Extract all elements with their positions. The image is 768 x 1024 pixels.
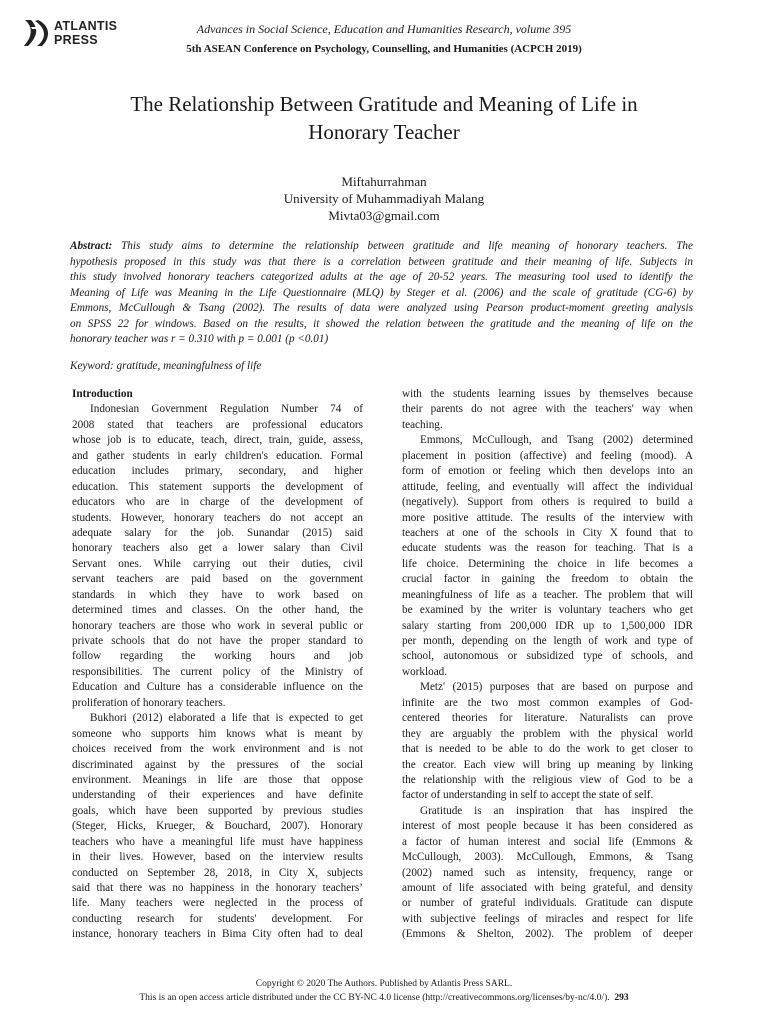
- body-line: that is needed to be able to do the work to get closer to: [402, 743, 693, 756]
- body-line: said that there was no happiness in the honorary teachers’: [72, 882, 363, 894]
- license-line: [60, 991, 708, 1005]
- body-line: Metz' (2015) purposes that are based on purpose and: [420, 681, 693, 694]
- abstract-label: Abstract:: [70, 240, 113, 252]
- body-line: Bukhori (2012) elaborated a life that is expected to get: [90, 712, 363, 725]
- body-line: teachers at one of the schools in City X found that to: [402, 526, 693, 539]
- body-line: teaching.: [402, 418, 443, 431]
- body-line: conducting research for students' development. For: [72, 912, 363, 925]
- body-line: someone who supports him knows what is meant by: [72, 727, 363, 740]
- abstract-line: this study involved honorary teachers categorized adults at the age of 20-52 years. The measuring tool used to identify the: [70, 271, 693, 283]
- body-line: or number of grateful individuals. Gratitude can dispute: [402, 897, 693, 910]
- body-line: factor of understanding in self to accept the state of self.: [402, 789, 654, 802]
- body-line: conducted on September 28, 2018, in City X, subjects: [72, 866, 363, 879]
- body-line: (Emmons & Shelton, 2002). The problem of deeper: [402, 928, 693, 941]
- paper-title: [70, 90, 698, 146]
- body-line: and gather students in early children's education. Formal: [72, 449, 363, 462]
- atlantis-press-logo: [22, 16, 122, 54]
- body-line: responsibilities. The current policy of the Ministry of: [72, 665, 363, 678]
- atlantis-press-logo-icon: [22, 18, 50, 48]
- body-line: students. However, honorary teachers do not accept an: [72, 511, 363, 524]
- body-line: honorary teachers also get a lower salary than Civil: [72, 542, 363, 555]
- body-line: salary starting from 200,000 IDR up to 1,500,000 IDR: [402, 619, 693, 632]
- author-name: Miftahurrahman: [341, 174, 427, 189]
- body-line: teachers who have a meaningful life must have happiness: [72, 835, 363, 848]
- logo-wordmark: [54, 19, 117, 47]
- body-line: Emmons, McCullough, and Tsang (2002) determined: [420, 434, 693, 447]
- body-line: honorary teachers are those who work in several public or: [72, 619, 363, 632]
- body-line: more positive attitude. The results of the interview with: [402, 511, 693, 524]
- logo-line-2: PRESS: [54, 33, 98, 47]
- body-line: per month, depending on the length of work and type of: [402, 635, 693, 647]
- journal-title: Advances in Social Science, Education and Humanities Research, volume 395: [196, 22, 572, 36]
- body-line: crucial factor in gaining the freedom to obtain the: [402, 573, 693, 586]
- body-line: goals, which have been supported by previous studies: [72, 804, 363, 817]
- body-line: discriminated against by the pressures of the social: [72, 758, 363, 771]
- right-column: [402, 387, 693, 943]
- page-footer: [60, 977, 708, 1005]
- body-line: attitude, feeling, and eventually will affect the individual: [402, 480, 693, 493]
- body-line: understanding of their experiences and have definite: [72, 789, 363, 802]
- body-line: instance, honorary teachers in Bima City often had to deal: [72, 928, 363, 941]
- conference-title: 5th ASEAN Conference on Psychology, Counselling, and Humanities (ACPCH 2019): [186, 43, 582, 55]
- body-line: private schools that do not have the proper standard to: [72, 635, 363, 647]
- section-heading-introduction: Introduction: [72, 388, 133, 400]
- body-line: form of emotion or feeling which then develops into an: [402, 465, 693, 478]
- body-line: education includes primary, secondary, and higher: [72, 465, 363, 478]
- body-line: adequate salary for the job. Sunandar (2015) said: [72, 526, 363, 539]
- body-line: with subjective feelings of miracles and respect for life: [402, 912, 693, 925]
- body-line: meaningfulness of life as a teacher. The problem that will: [402, 588, 693, 601]
- logo-line-1: ATLANTIS: [54, 19, 118, 33]
- body-line: a factor of human interest and social life (Emmons &: [402, 835, 693, 848]
- body-line: environment. Meanings in life are those that oppose: [72, 773, 363, 786]
- author-email: Mivta03@gmail.com: [328, 208, 440, 223]
- body-line: life. Many teachers were neglected in the process of: [72, 897, 363, 910]
- body-line: infinite are the two most common examples of God-: [402, 696, 693, 709]
- abstract-line: hypothesis proposed in this study was that there is a correlation between gratitude and their meaning of life. Subjects in: [70, 255, 693, 268]
- body-line: Indonesian Government Regulation Number 74 of: [90, 403, 363, 416]
- body-line: proliferation of honorary teachers.: [72, 696, 226, 709]
- body-line: determined times and classes. On the other hand, the: [72, 604, 363, 617]
- copyright-notice: Copyright © 2020 The Authors. Published by Atlantis Press SARL.: [255, 979, 513, 989]
- abstract-line: on SPSS 22 for windows. Based on the results, it showed the relation between the gratitude and the meaning of life on the: [70, 317, 693, 330]
- abstract-line: honorary teacher was r = 0.310 with p = 0.001 (p <0.01): [70, 333, 329, 345]
- body-line: they are arguably the problem with the physical world: [402, 727, 693, 740]
- body-line: in their lives. However, based on the interview results: [72, 851, 363, 864]
- abstract-line: Meaning of Life was Meaning in the Life Questionnaire (MLQ) by Steger et al. (2006) and the scale of gratitude (CG-6) by: [70, 286, 693, 299]
- author-block: [184, 173, 584, 224]
- body-line: the creator. Each view will bring up meaning by linking: [402, 758, 693, 771]
- body-line: whose job is to educate, teach, direct, train, guide, assess,: [72, 434, 363, 447]
- left-column: [72, 387, 363, 943]
- body-line: (2002) named such as intensity, frequency, range or: [402, 866, 693, 879]
- body-line: education. This statement supports the development of: [72, 480, 363, 493]
- body-line: Education and Culture has a considerable influence on the: [72, 681, 363, 694]
- body-line: placement in position (affective) and feeling (mood). A: [402, 449, 693, 462]
- body-line: (negatively). Support from others is required to build a: [402, 496, 693, 509]
- license-notice: This is an open access article distributed under the CC BY-NC 4.0 license (http://creativecommons.org/licenses/by-nc/4.0/).: [139, 993, 610, 1003]
- page-number: 293: [614, 993, 629, 1003]
- body-line: the relationship with the religious view of God to be a: [402, 773, 693, 786]
- body-line: school, autonomous or subsidized type of schools, and: [402, 650, 693, 663]
- body-line: centered theories for literature. Naturalists can prove: [402, 712, 693, 725]
- body-line: their parents do not agree with the teachers' way when: [402, 403, 693, 416]
- body-line: interest of most people because it has been considered as: [402, 820, 693, 833]
- body-line: amount of life associated with being grateful, and density: [402, 882, 693, 894]
- body-line: (Steger, Hicks, Krueger, & Bouchard, 2007). Honorary: [72, 820, 363, 833]
- abstract-line: Abstract: This study aims to determine the relationship between gratitude and life meaning of honorary teachers. The: [70, 240, 693, 252]
- body-line: servant teachers are paid based on the government: [72, 573, 363, 586]
- body-line: Servant ones. While carrying out their duties, civil: [72, 557, 363, 570]
- body-line: workload.: [402, 665, 448, 678]
- body-line: choices received from the work environment and is not: [72, 743, 363, 756]
- body-line: standards in which they have to work based on: [72, 588, 363, 601]
- keywords: Keyword: gratitude, meaningfulness of life: [70, 360, 262, 372]
- paper-title-line-2: Honorary Teacher: [308, 120, 460, 144]
- body-line: 2008 stated that teachers are professional educators: [72, 418, 363, 431]
- author-affiliation: University of Muhammadiyah Malang: [283, 191, 485, 206]
- body-line: educators who are in charge of the development of: [72, 496, 363, 509]
- body-line: Gratitude is an inspiration that has inspired the: [420, 804, 693, 817]
- paper-title-line-1: The Relationship Between Gratitude and Meaning of Life in: [130, 92, 638, 116]
- abstract-line: Emmons, McCullough & Tsang (2002). The results of data were analyzed using Pearson product-moment greeting analysis: [70, 302, 693, 314]
- body-line: McCullough, 2003). McCullough, Emmons, & Tsang: [402, 851, 693, 864]
- abstract: [70, 239, 693, 348]
- body-line: educate students was the reason for teaching. That is a: [402, 542, 693, 555]
- body-line: follow regarding the working hours and job: [72, 650, 363, 663]
- body-line: life choice. Determining the choice in life becomes a: [402, 557, 693, 570]
- body-line: with the students learning issues by themselves because: [402, 388, 693, 400]
- body-line: be examined by the writer is voluntary teachers who get: [402, 604, 693, 617]
